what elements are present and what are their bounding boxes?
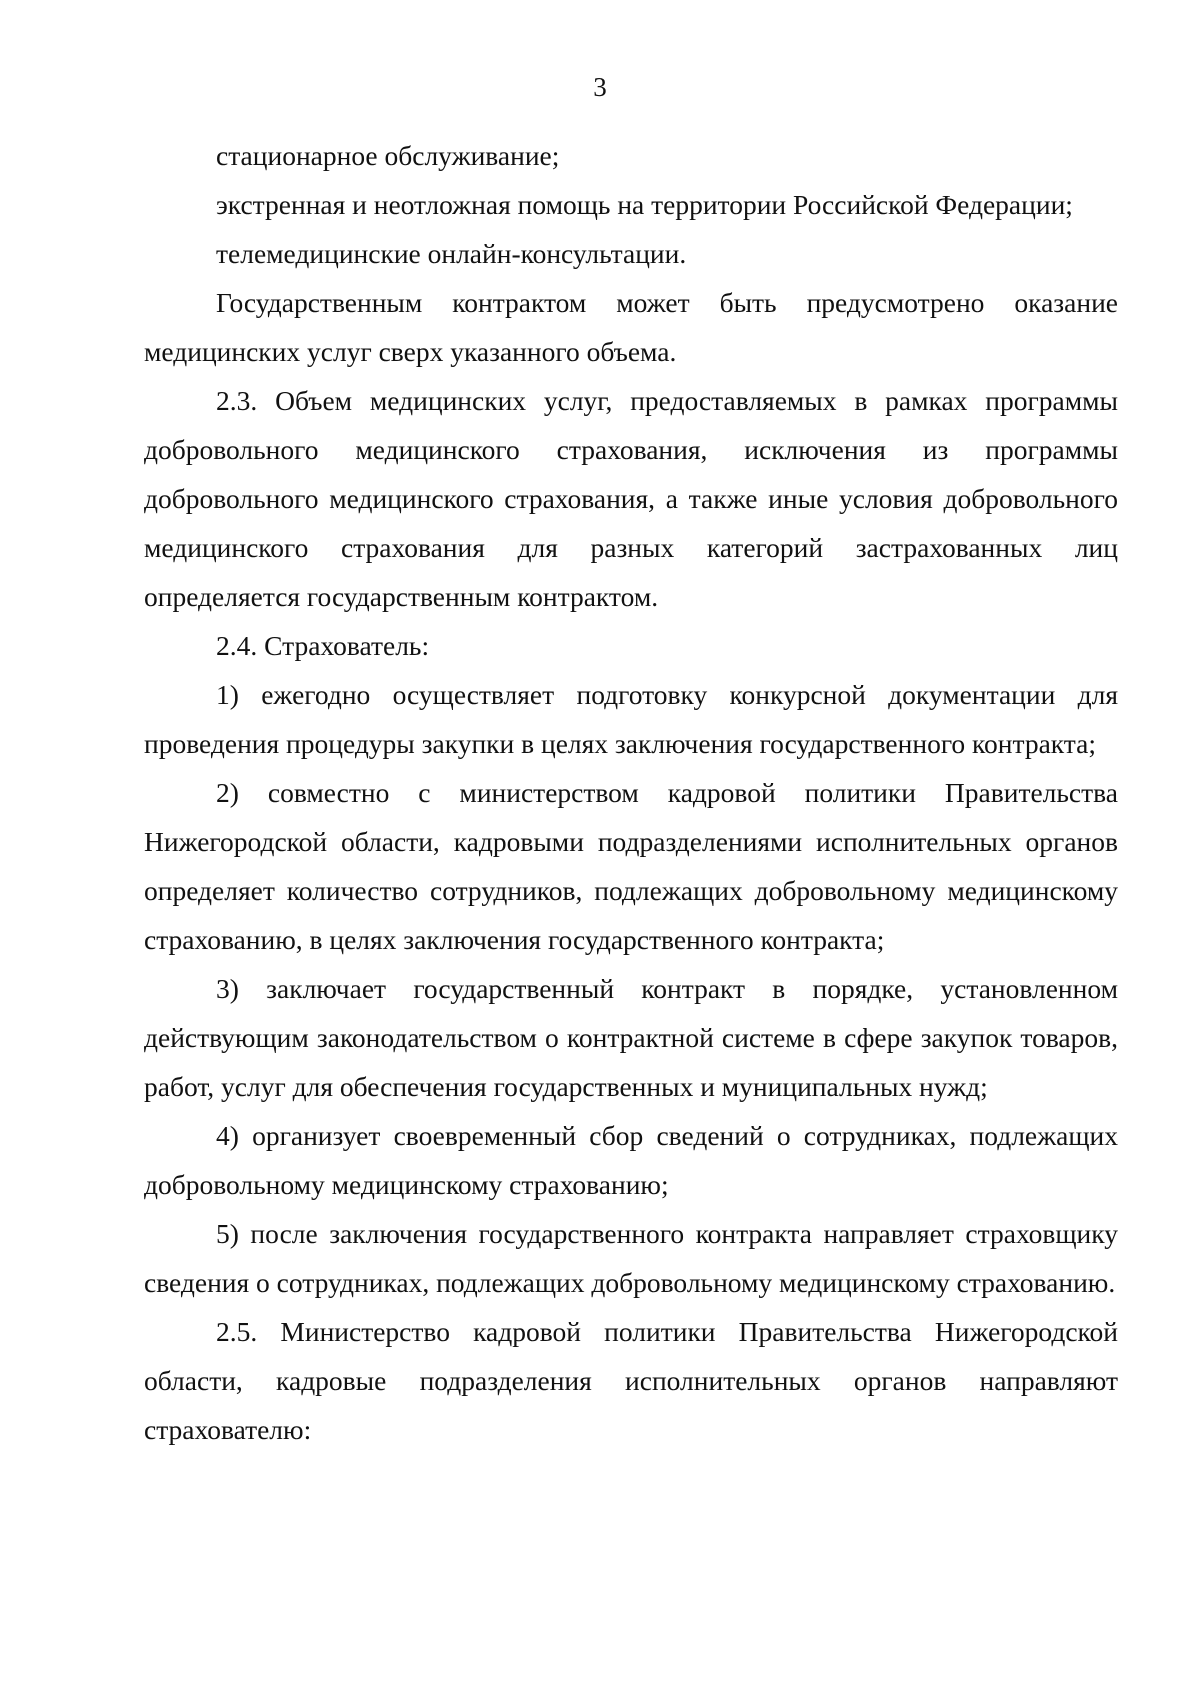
paragraph: телемедицинские онлайн-консультации. xyxy=(216,238,687,269)
page-number: 3 xyxy=(593,72,607,102)
paragraph: 2.3. Объем медицинских услуг, предоставляемых в рамках программы добровольного медицинского страхования, исключения из программы добровольного медицинского страхования, а также иные условия добровольного медицинского страхования для разных категорий застрахованных лиц определяется государственным контрактом. xyxy=(144,385,1118,612)
paragraph: 5) после заключения государственного контракта направляет страховщику сведения о сотрудниках, подлежащих добровольному медицинскому страхованию. xyxy=(144,1218,1118,1298)
paragraph: 3) заключает государственный контракт в порядке, установленном действующим законодательством о контрактной системе в сфере закупок товаров, работ, услуг для обеспечения государственных и муниципальных нужд; xyxy=(144,973,1118,1102)
paragraph: 1) ежегодно осуществляет подготовку конкурсной документации для проведения процедуры закупки в целях заключения государственного контракта; xyxy=(144,679,1118,759)
paragraph: Государственным контрактом может быть предусмотрено оказание медицинских услуг сверх указанного объема. xyxy=(144,287,1118,367)
paragraph: 2) совместно с министерством кадровой политики Правительства Нижегородской области, кадровыми подразделениями исполнительных органов определяет количество сотрудников, подлежащих добровольному медицинскому страхованию, в целях заключения государственного контракта; xyxy=(144,777,1118,955)
paragraph: 4) организует своевременный сбор сведений о сотрудниках, подлежащих добровольному медицинскому страхованию; xyxy=(144,1120,1118,1200)
paragraph: стационарное обслуживание; xyxy=(216,140,560,171)
paragraph: 2.5. Министерство кадровой политики Правительства Нижегородской области, кадровые подразделения исполнительных органов направляют страхователю: xyxy=(144,1316,1118,1445)
document-body xyxy=(144,131,1118,1454)
paragraph: экстренная и неотложная помощь на территории Российской Федерации; xyxy=(216,189,1073,220)
paragraph: 2.4. Страхователь: xyxy=(216,630,430,661)
